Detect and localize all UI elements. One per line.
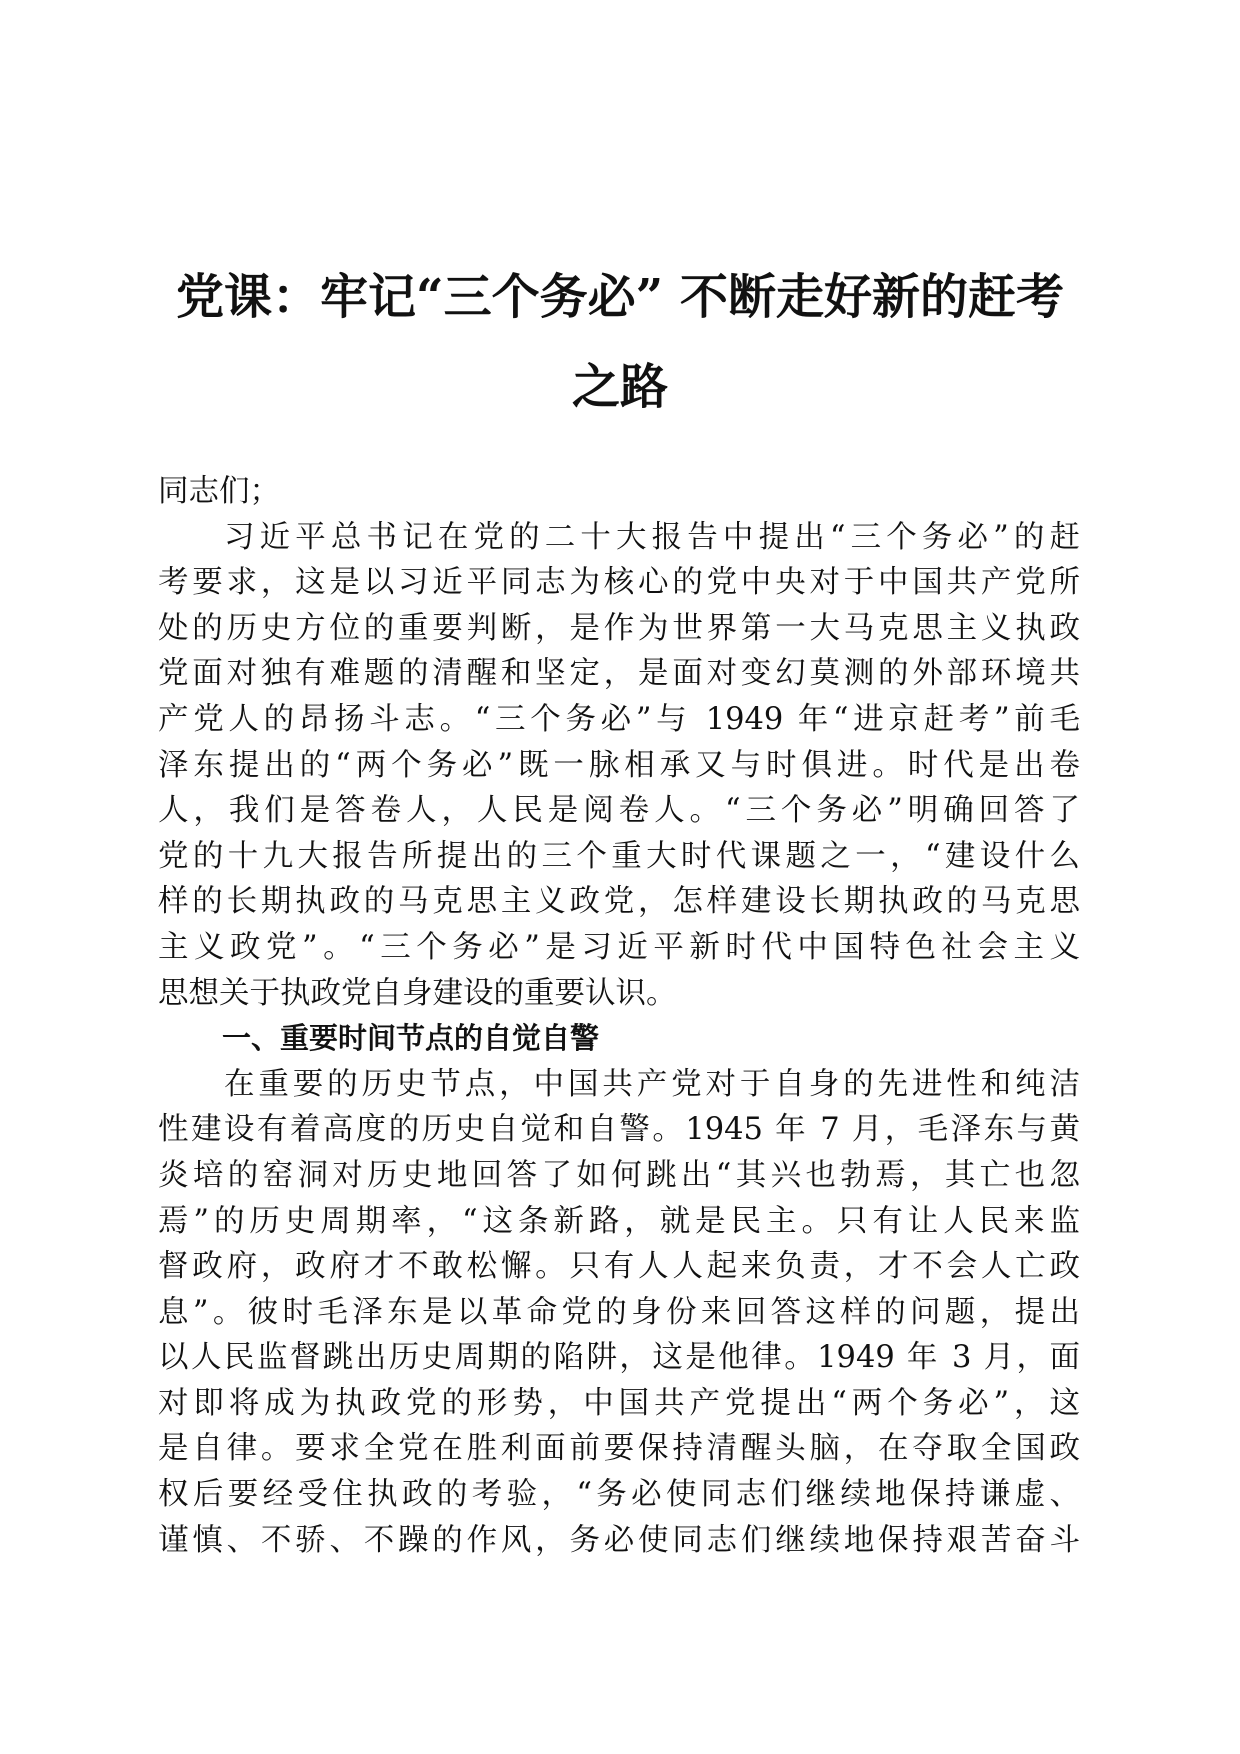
title-line-1: 党课：牢记“三个务必” 不断走好新的赶考 <box>176 269 1064 325</box>
paragraph-2-line: 炎培的窑洞对历史地回答了如何跳出“其兴也勃焉，其亡也忽 <box>158 1157 1080 1193</box>
paragraph-2-line: 是自律。要求全党在胜利面前要保持清醒头脑，在夺取全国政 <box>158 1431 1080 1467</box>
paragraph-1-line: 习近平总书记在党的二十大报告中提出“三个务必”的赶 <box>224 519 1080 555</box>
paragraph-2-line: 督政府，政府才不敢松懈。只有人人起来负责，才不会人亡政 <box>158 1249 1080 1285</box>
paragraph-1-line: 党的十九大报告所提出的三个重大时代课题之一，“建设什么 <box>158 838 1080 874</box>
paragraph-2-line: 以人民监督跳出历史周期的陷阱，这是他律。1949 年 3 月，面 <box>158 1340 1080 1376</box>
paragraph-2-line: 息”。彼时毛泽东是以革命党的身份来回答这样的问题，提出 <box>158 1294 1080 1330</box>
paragraph-2-line: 对即将成为执政党的形势，中国共产党提出“两个务必”，这 <box>158 1385 1080 1421</box>
paragraph-2-line: 在重要的历史节点，中国共产党对于自身的先进性和纯洁 <box>224 1066 1080 1102</box>
paragraph-1-line: 样的长期执政的马克思主义政党，怎样建设长期执政的马克思 <box>158 884 1080 920</box>
greeting <box>158 469 1080 515</box>
paragraph-1-line: 泽东提出的“两个务必”既一脉相承又与时俱进。时代是出卷 <box>158 747 1080 783</box>
paragraph-1-line: 考要求，这是以习近平同志为核心的党中央对于中国共产党所 <box>158 565 1080 601</box>
section-1-heading: 一、重要时间节点的自觉自警 <box>222 1021 600 1056</box>
paragraph-1 <box>158 515 1080 1017</box>
paragraph-1-line: 处的历史方位的重要判断，是作为世界第一大马克思主义执政 <box>158 610 1080 646</box>
paragraph-2 <box>158 1062 1080 1564</box>
paragraph-2-line: 性建设有着高度的历史自觉和自警。1945 年 7 月，毛泽东与黄 <box>158 1112 1080 1148</box>
paragraph-2-line: 权后要经受住执政的考验，“务必使同志们继续地保持谦虚、 <box>158 1477 1080 1513</box>
greeting-line: 同志们； <box>158 474 280 509</box>
title-line-2: 之路 <box>571 359 668 415</box>
paragraph-2-line: 焉”的历史周期率，“这条新路，就是民主。只有让人民来监 <box>158 1203 1080 1239</box>
paragraph-2-line: 谨慎、不骄、不躁的作风，务必使同志们继续地保持艰苦奋斗 <box>158 1522 1080 1558</box>
paragraph-1-line: 产党人的昂扬斗志。“三个务必”与 1949 年“进京赶考”前毛 <box>158 701 1080 737</box>
paragraph-1-line: 主义政党”。“三个务必”是习近平新时代中国特色社会主义 <box>158 929 1080 965</box>
paragraph-1-line: 人，我们是答卷人，人民是阅卷人。“三个务必”明确回答了 <box>158 793 1080 829</box>
paragraph-1-line: 思想关于执政党自身建设的重要认识。 <box>158 975 677 1011</box>
document-body <box>158 469 1080 1563</box>
document-title <box>150 252 1090 432</box>
paragraph-1-line: 党面对独有难题的清醒和坚定，是面对变幻莫测的外部环境共 <box>158 656 1080 692</box>
